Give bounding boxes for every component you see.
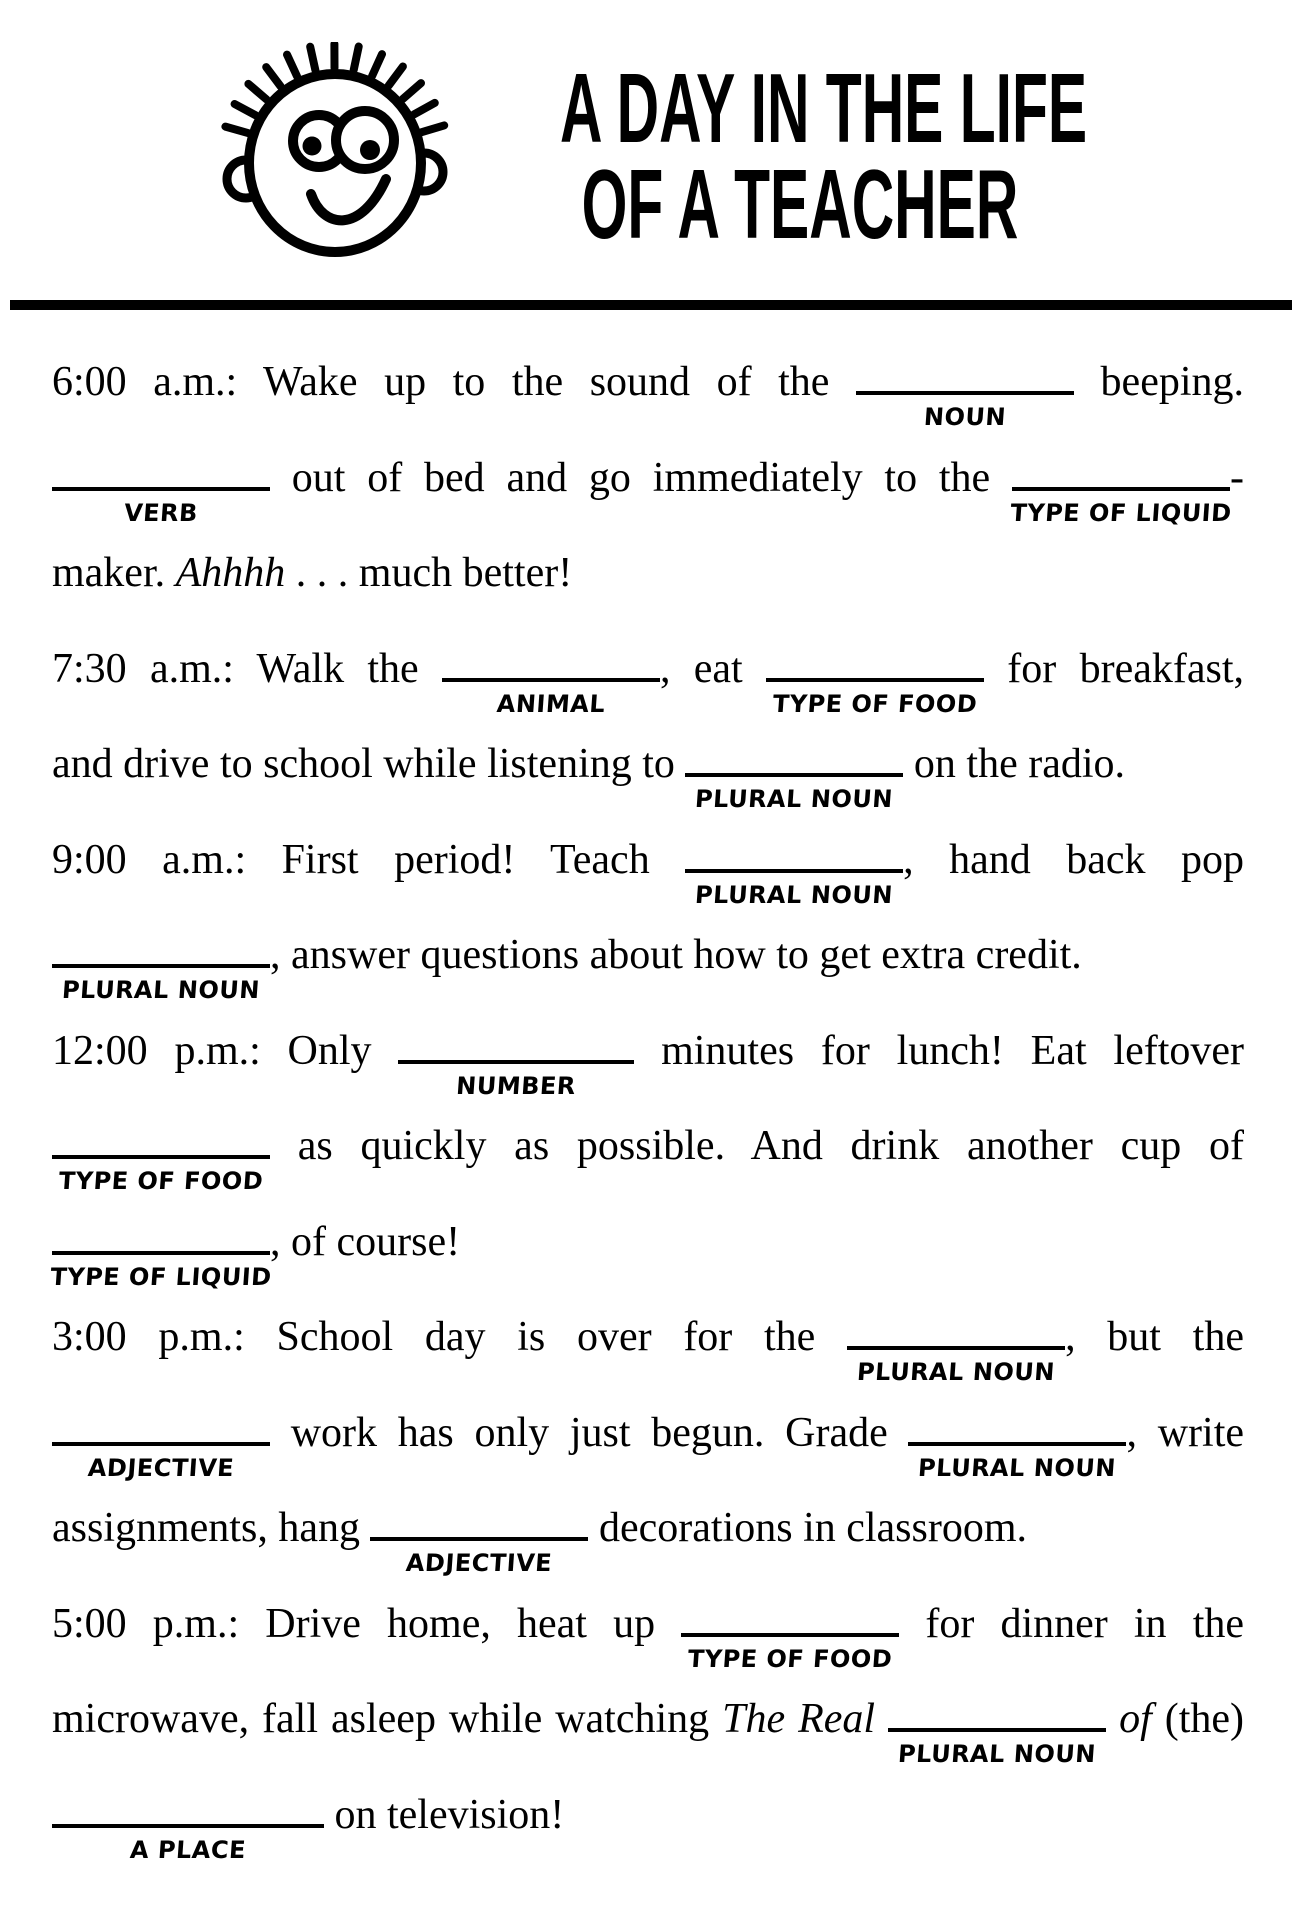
- blank-label: NOUN: [922, 403, 1008, 431]
- blank-label: TYPE OF LIQUID: [1009, 498, 1233, 527]
- fill-in-blank: [685, 831, 903, 909]
- fill-in-blank: [685, 735, 903, 813]
- worksheet-line: [52, 431, 1244, 527]
- text-segment: , write: [1126, 1409, 1245, 1456]
- blank-label: PLURAL NOUN: [61, 976, 261, 1004]
- worksheet-line: [52, 908, 1244, 1004]
- blank-label: PLURAL NOUN: [856, 1358, 1056, 1386]
- worksheet-line: [52, 1290, 1244, 1386]
- text-segment: out of bed and go immediately to the: [270, 454, 1012, 501]
- blank-label: PLURAL NOUN: [897, 1740, 1097, 1768]
- worksheet-line: [52, 1386, 1244, 1482]
- blank-label: VERB: [123, 498, 199, 527]
- blank-label: TYPE OF FOOD: [687, 1644, 894, 1673]
- text-segment: for dinner in the: [899, 1600, 1245, 1647]
- text-segment: 5:00 p.m.: Drive home, heat up: [52, 1600, 682, 1647]
- page-title: [400, 53, 1200, 259]
- fill-in-blank: [370, 1499, 588, 1577]
- fill-in-blank: [766, 640, 984, 718]
- fill-in-blank: [52, 926, 270, 1004]
- blank-label: TYPE OF FOOD: [57, 1167, 265, 1195]
- text-segment: on the radio.: [903, 741, 1126, 787]
- italic-text-segment: Ahhhh: [175, 550, 286, 596]
- text-segment: [1106, 1696, 1119, 1742]
- blank-label: A PLACE: [129, 1835, 247, 1864]
- text-segment: microwave, fall asleep while watching: [52, 1696, 723, 1742]
- text-segment: 9:00 a.m.: First period! Teach: [52, 836, 686, 883]
- text-segment: for breakfast,: [984, 645, 1244, 692]
- worksheet-line: [52, 1672, 1244, 1768]
- text-segment: , but the: [1065, 1314, 1244, 1360]
- worksheet-line: [52, 622, 1244, 718]
- fill-in-blank: [442, 640, 660, 718]
- italic-text-segment: of: [1119, 1696, 1152, 1742]
- fill-in-blank: [681, 1595, 899, 1673]
- pupil-right: [360, 140, 380, 160]
- fill-in-blank: [888, 1690, 1106, 1768]
- worksheet-line: [52, 1768, 1244, 1864]
- fill-in-blank: [847, 1308, 1065, 1386]
- fill-in-blank: [856, 353, 1074, 431]
- text-segment: [875, 1696, 888, 1742]
- worksheet-line: [52, 1004, 1244, 1100]
- worksheet-line: [52, 1099, 1244, 1195]
- blank-label: PLURAL NOUN: [917, 1453, 1118, 1482]
- fill-in-blank: [52, 1786, 324, 1864]
- text-segment: -: [1230, 454, 1244, 501]
- text-segment: , of course!: [270, 1218, 461, 1265]
- blank-label: TYPE OF FOOD: [771, 689, 979, 718]
- title-line-1: A DAY IN THE LIFE: [560, 53, 1088, 163]
- fill-in-blank: [1009, 449, 1233, 527]
- text-segment: minutes for lunch! Eat leftover: [634, 1027, 1244, 1074]
- title-line-2: OF A TEACHER: [581, 149, 1019, 259]
- eye-right: [336, 111, 394, 169]
- worksheet-line: [52, 1577, 1244, 1673]
- worksheet-line: [52, 717, 1244, 813]
- text-segment: assignments, hang: [52, 1505, 371, 1551]
- blank-label: ADJECTIVE: [405, 1549, 554, 1577]
- fill-in-blank: [52, 1404, 270, 1482]
- text-segment: , answer questions about how to get extra credit.: [270, 932, 1082, 978]
- worksheet-line: [52, 526, 1244, 622]
- blank-label: ANIMAL: [495, 689, 607, 718]
- text-segment: (the): [1151, 1696, 1245, 1742]
- fill-in-blank: [52, 1117, 270, 1195]
- text-segment: work has only just begun. Grade: [270, 1409, 909, 1456]
- text-segment: beeping.: [1074, 359, 1244, 405]
- text-segment: and drive to school while listening to: [52, 741, 686, 787]
- blank-label: ADJECTIVE: [86, 1453, 236, 1482]
- text-segment: , hand back pop: [903, 836, 1244, 883]
- text-segment: 7:30 a.m.: Walk the: [52, 645, 442, 692]
- text-segment: decorations in classroom.: [588, 1505, 1028, 1551]
- blank-label: PLURAL NOUN: [694, 785, 895, 813]
- fill-in-blank: [908, 1404, 1126, 1482]
- text-segment: 6:00 a.m.: Wake up to the sound of the: [52, 359, 856, 405]
- blank-label: NUMBER: [455, 1071, 578, 1100]
- fill-in-blank: [398, 1022, 634, 1100]
- text-segment: . . . much better!: [285, 550, 573, 596]
- text-segment: on television!: [324, 1791, 565, 1838]
- text-segment: , eat: [659, 645, 767, 692]
- blank-label: TYPE OF LIQUID: [49, 1262, 273, 1291]
- italic-text-segment: The Real: [722, 1696, 876, 1742]
- divider-rule: [10, 300, 1292, 310]
- worksheet-body: [49, 335, 1245, 1864]
- worksheet-line: [49, 1195, 1244, 1291]
- text-segment: as quickly as possible. And drink another cup of: [270, 1123, 1244, 1169]
- worksheet-line: [52, 1481, 1244, 1577]
- fill-in-blank: [52, 449, 270, 527]
- text-segment: 12:00 p.m.: Only: [52, 1027, 399, 1074]
- blank-label: PLURAL NOUN: [694, 880, 895, 909]
- pupil-left: [303, 137, 322, 156]
- text-segment: maker.: [52, 550, 176, 596]
- text-segment: 3:00 p.m.: School day is over for the: [52, 1314, 848, 1360]
- worksheet-line: [52, 335, 1244, 431]
- fill-in-blank: [49, 1213, 273, 1291]
- worksheet-line: [52, 813, 1244, 909]
